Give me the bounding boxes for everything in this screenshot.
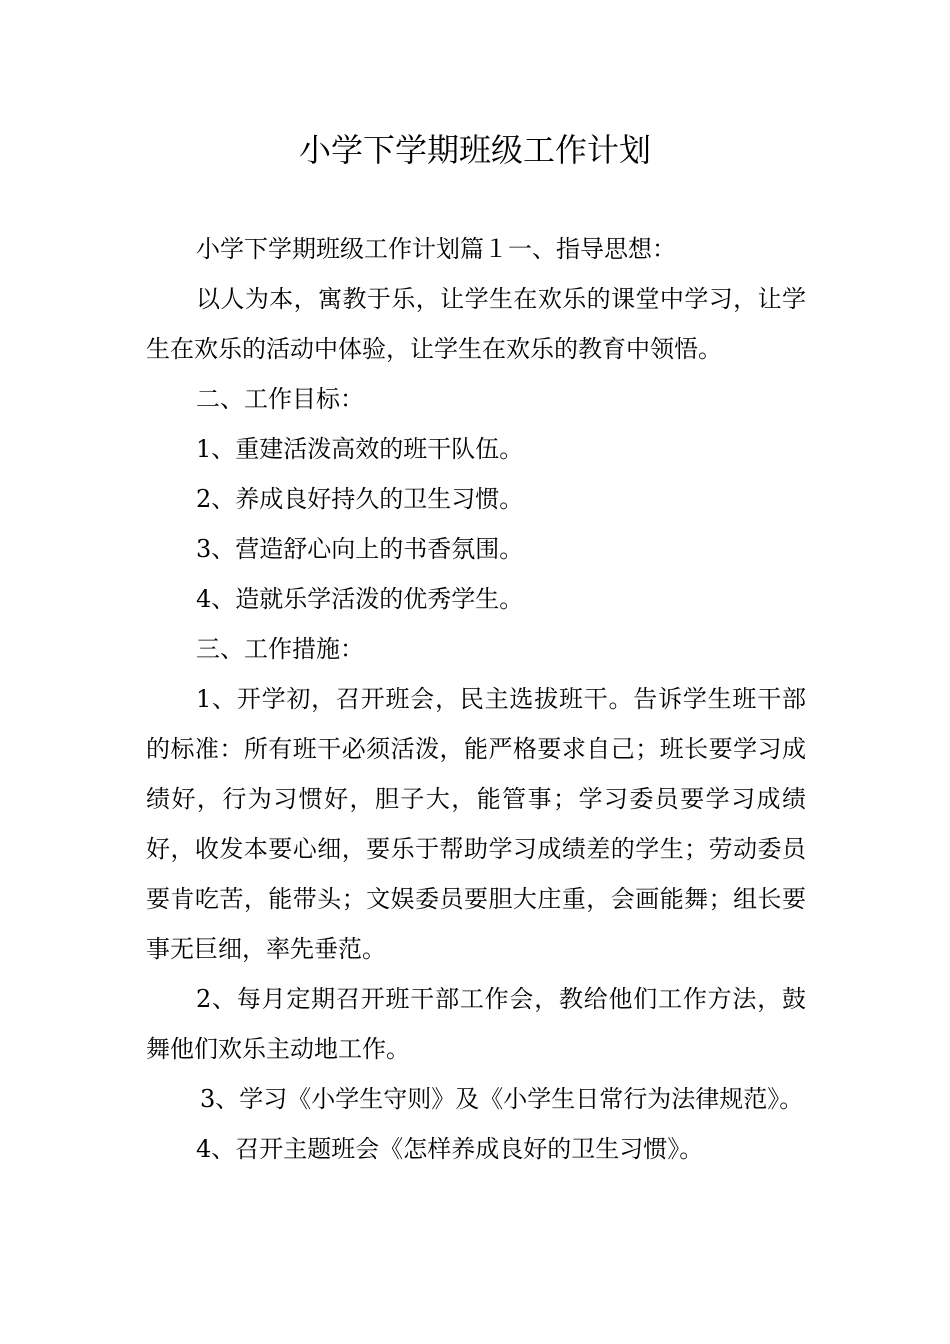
goal-item-3: 3、营造舒心向上的书香氛围。 <box>196 535 524 563</box>
measure-item-2: 2、每月定期召开班干部工作会，教给他们工作方法，鼓舞他们欢乐主动地工作。 <box>146 985 806 1063</box>
document-title: 小学下学期班级工作计划 <box>298 131 651 169</box>
goal-item-1: 1、重建活泼高效的班干队伍。 <box>196 435 524 463</box>
measure-item-4: 4、召开主题班会《怎样养成良好的卫生习惯》。 <box>196 1135 704 1163</box>
goal-item-4: 4、造就乐学活泼的优秀学生。 <box>196 585 524 613</box>
goal-item-2: 2、养成良好持久的卫生习惯。 <box>196 485 524 513</box>
heading-work-goals: 二、工作目标： <box>196 385 364 413</box>
measure-item-1: 1、开学初，召开班会，民主选拔班干。告诉学生班干部的标准：所有班干必须活泼，能严格要求自己；班长要学习成绩好，行为习惯好，胆子大，能管事；学习委员要学习成绩好，收发本要心细，要乐于帮助学习成绩差的学生；劳动委员要肯吃苦，能带头；文娱委员要胆大庄重，会画能舞；组长要事无巨细，率先垂范。 <box>146 685 806 963</box>
document-body <box>146 224 806 1174</box>
measure-item-3: 3、学习《小学生守则》及《小学生日常行为法律规范》。 <box>200 1085 804 1113</box>
heading-work-measures: 三、工作措施： <box>196 635 364 663</box>
paragraph-intro: 小学下学期班级工作计划篇１一、指导思想： <box>196 235 676 263</box>
paragraph-guiding-thought: 以人为本，寓教于乐，让学生在欢乐的课堂中学习，让学生在欢乐的活动中体验，让学生在欢乐的教育中领悟。 <box>146 285 806 363</box>
